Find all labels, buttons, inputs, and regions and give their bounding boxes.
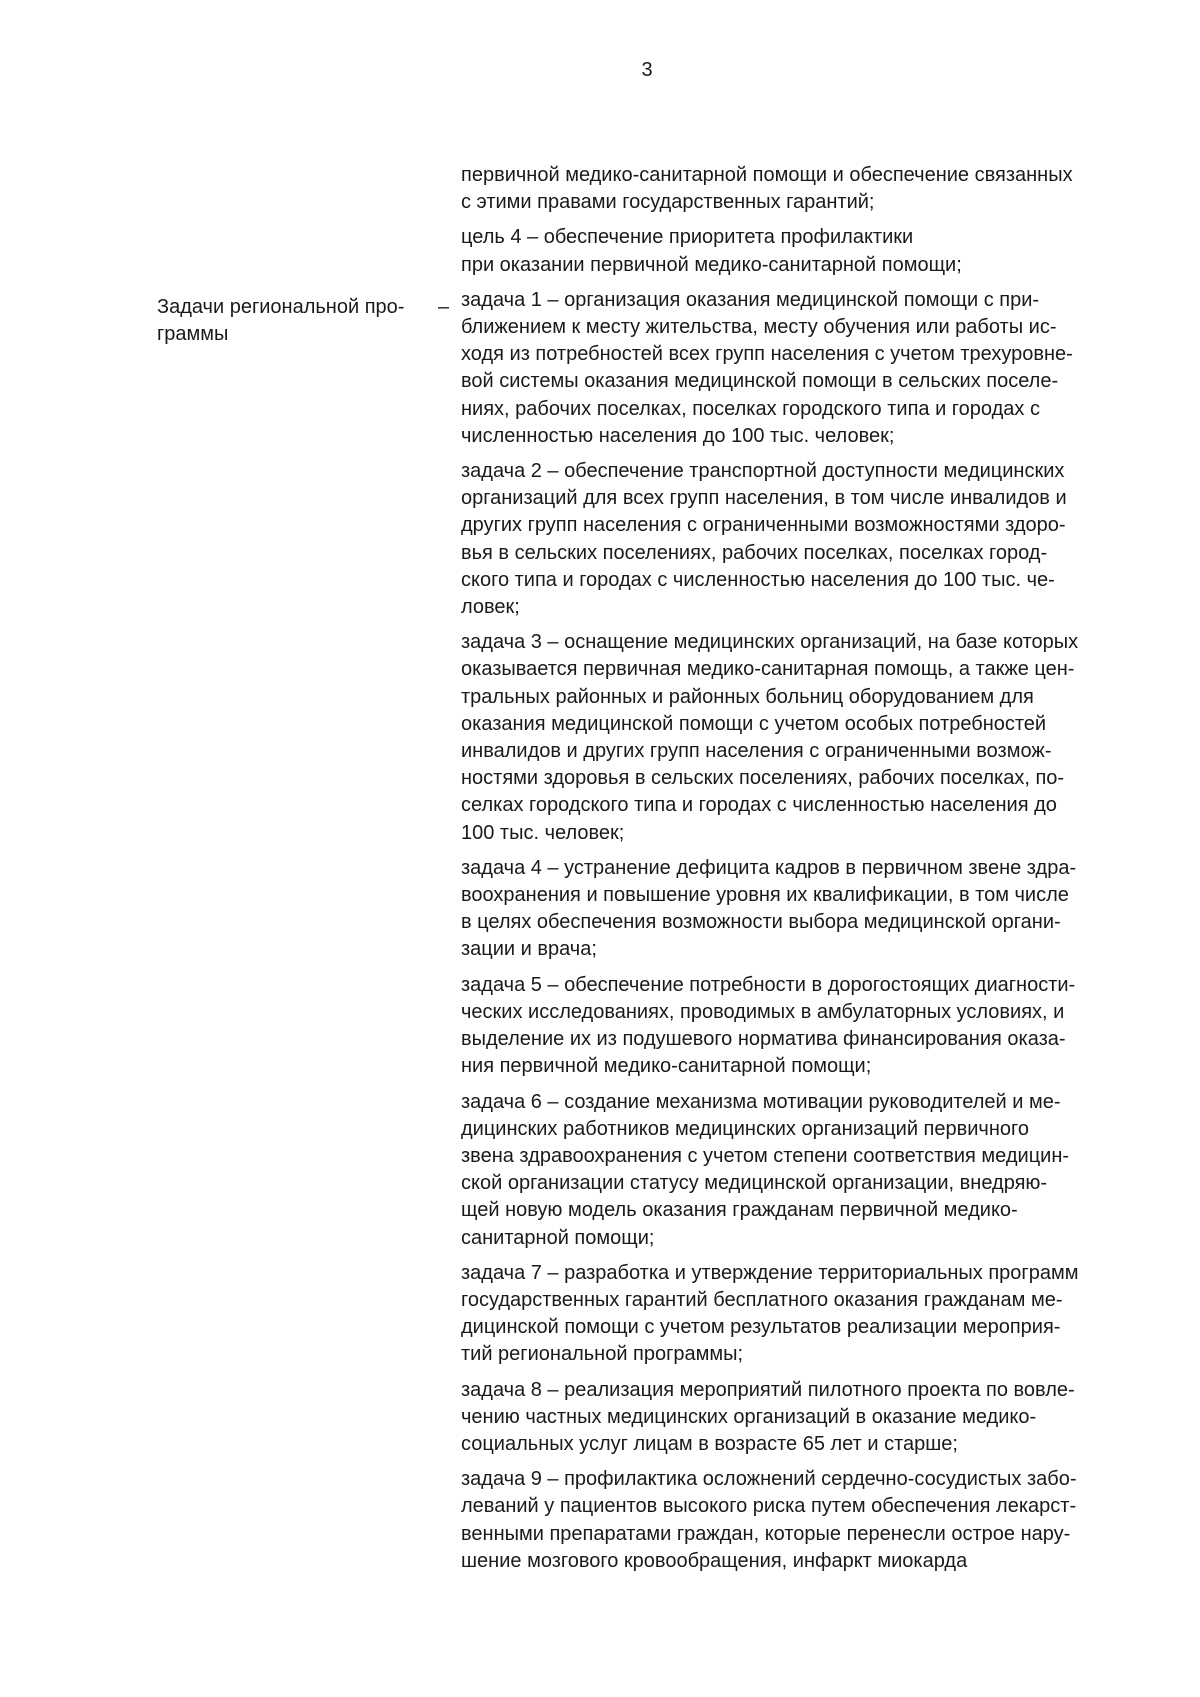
paragraph-line: ниях, рабочих поселках, поселках городского типа и городах с xyxy=(461,397,1040,420)
section-label-line: граммы xyxy=(157,323,229,345)
page-number: 3 xyxy=(641,59,653,81)
paragraph-line: тий региональной программы; xyxy=(461,1343,744,1366)
paragraph-line: первичной медико-санитарной помощи и обеспечение связанных xyxy=(461,164,1073,186)
paragraph-line: задача 9 – профилактика осложнений сердечно-сосудистых забо- xyxy=(461,1468,1077,1491)
paragraph-line: шение мозгового кровообращения, инфаркт миокарда xyxy=(461,1549,968,1572)
paragraph-line: задача 1 – организация оказания медицинской помощи с при- xyxy=(461,288,1040,311)
paragraph-line: социальных услуг лицам в возрасте 65 лет и старше; xyxy=(461,1432,958,1455)
paragraph-line: задача 4 – устранение дефицита кадров в первичном звене здра- xyxy=(461,856,1077,879)
paragraph-line: вой системы оказания медицинской помощи в сельских поселе- xyxy=(461,370,1059,393)
paragraph-line: с этими правами государственных гарантий; xyxy=(461,191,875,214)
paragraph-line: венными препаратами граждан, которые перенесли острое нару- xyxy=(461,1522,1071,1545)
paragraph-line: цель 4 – обеспечение приоритета профилактики xyxy=(461,226,914,249)
paragraph-line: вья в сельских поселениях, рабочих поселках, поселках город- xyxy=(461,541,1048,564)
content-paragraph xyxy=(461,162,1149,216)
paragraph-line: организаций для всех групп населения, в том числе инвалидов и xyxy=(461,487,1067,510)
paragraph-line: оказывается первичная медико-санитарная помощь, а также цен- xyxy=(461,658,1075,681)
paragraph-line: задача 6 – создание механизма мотивации руководителей и ме- xyxy=(461,1090,1061,1113)
label-dash: – xyxy=(438,296,450,318)
paragraph-line: других групп населения с ограниченными возможностями здоро- xyxy=(461,514,1066,537)
content-paragraph xyxy=(461,458,1149,621)
paragraph-line: выделение их из подушевого норматива финансирования оказа- xyxy=(461,1028,1066,1051)
content-paragraph xyxy=(461,855,1149,964)
paragraph-line: государственных гарантий бесплатного оказания гражданам ме- xyxy=(461,1288,1063,1311)
paragraph-line: 100 тыс. человек; xyxy=(461,821,625,844)
section-label-line: Задачи региональной про- xyxy=(157,296,405,318)
content-paragraph xyxy=(461,1260,1149,1369)
paragraph-line: задача 5 – обеспечение потребности в дорогостоящих диагности- xyxy=(461,973,1076,996)
paragraph-line: селках городского типа и городах с численностью населения до xyxy=(461,794,1057,817)
paragraph-line: леваний у пациентов высокого риска путем обеспечения лекарст- xyxy=(461,1495,1077,1518)
content-paragraph xyxy=(461,972,1149,1081)
paragraph-line: ской организации статусу медицинской организации, внедряю- xyxy=(461,1172,1048,1195)
paragraph-line: оказания медицинской помощи с учетом особых потребностей xyxy=(461,712,1047,735)
content-paragraph xyxy=(461,1466,1149,1575)
paragraph-line: тральных районных и районных больниц оборудованием для xyxy=(461,685,1034,708)
paragraph-line: санитарной помощи; xyxy=(461,1226,655,1249)
paragraph-line: ского типа и городах с численностью населения до 100 тыс. че- xyxy=(461,568,1055,591)
paragraph-line: задача 2 – обеспечение транспортной доступности медицинских xyxy=(461,460,1065,483)
content-paragraph xyxy=(461,287,1149,450)
paragraph-line: ческих исследованиях, проводимых в амбулаторных условиях, и xyxy=(461,1000,1065,1023)
paragraph-line: ходя из потребностей всех групп населения с учетом трехуровне- xyxy=(461,343,1073,366)
paragraph-line: дицинской помощи с учетом результатов реализации мероприя- xyxy=(461,1316,1061,1339)
paragraph-line: ния первичной медико-санитарной помощи; xyxy=(461,1055,872,1078)
paragraph-line: в целях обеспечения возможности выбора медицинской органи- xyxy=(461,911,1061,934)
paragraph-line: задача 7 – разработка и утверждение территориальных программ xyxy=(461,1261,1079,1284)
paragraph-line: ностями здоровья в сельских поселениях, рабочих поселках, по- xyxy=(461,767,1065,790)
section-content xyxy=(461,162,1149,1583)
content-paragraph xyxy=(461,629,1149,847)
paragraph-line: звена здравоохранения с учетом степени соответствия медицин- xyxy=(461,1144,1070,1167)
paragraph-line: задача 8 – реализация мероприятий пилотного проекта по вовле- xyxy=(461,1378,1075,1401)
paragraph-line: задача 3 – оснащение медицинских организаций, на базе которых xyxy=(461,631,1079,654)
content-paragraph xyxy=(461,224,1149,278)
paragraph-line: дицинских работников медицинских организаций первичного xyxy=(461,1117,1029,1140)
paragraph-line: чению частных медицинских организаций в оказание медико- xyxy=(461,1405,1037,1428)
paragraph-line: воохранения и повышение уровня их квалификации, в том числе xyxy=(461,884,1069,907)
paragraph-line: ближением к месту жительства, месту обучения или работы ис- xyxy=(461,316,1057,339)
paragraph-line: инвалидов и других групп населения с ограниченными возмож- xyxy=(461,740,1052,763)
paragraph-line: щей новую модель оказания гражданам первичной медико- xyxy=(461,1199,1018,1222)
paragraph-line: ловек; xyxy=(461,596,520,619)
content-paragraph xyxy=(461,1089,1149,1252)
paragraph-line: зации и врача; xyxy=(461,938,597,961)
section-label xyxy=(157,294,425,348)
paragraph-line: при оказании первичной медико-санитарной помощи; xyxy=(461,253,962,276)
paragraph-line: численностью населения до 100 тыс. человек; xyxy=(461,424,895,447)
content-paragraph xyxy=(461,1377,1149,1459)
